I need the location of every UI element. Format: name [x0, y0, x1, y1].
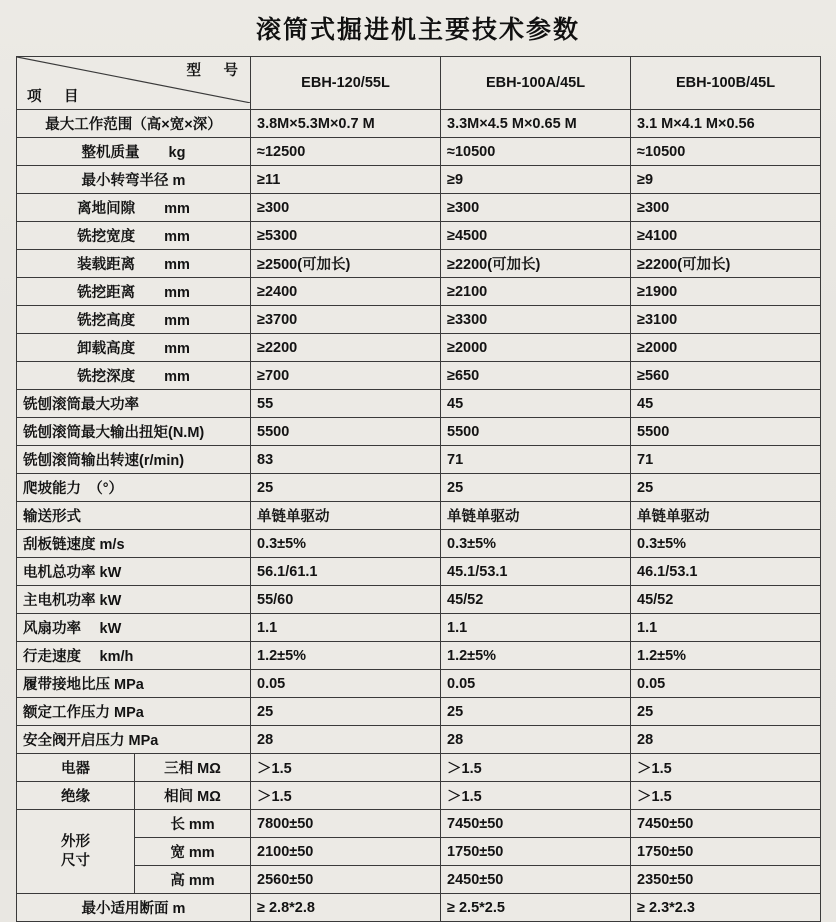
- row-value-2: 71: [441, 446, 631, 474]
- row-value-2: ＞1.5: [441, 782, 631, 810]
- header-corner-cell: [17, 57, 251, 110]
- table-row: [17, 334, 821, 362]
- row-value-2: 45: [441, 390, 631, 418]
- row-value-2: ≥2000: [441, 334, 631, 362]
- row-value-2: ＞1.5: [441, 754, 631, 782]
- row-label: 绝缘: [17, 782, 135, 810]
- row-label: 铣挖高度 mm: [17, 306, 251, 334]
- row-value-1: ≥ 2.8*2.8: [251, 894, 441, 922]
- row-value-2: ≥4500: [441, 222, 631, 250]
- row-value-1: ≥3700: [251, 306, 441, 334]
- table-row: [17, 754, 821, 782]
- table-row: [17, 670, 821, 698]
- row-value-2: 2450±50: [441, 866, 631, 894]
- row-sublabel: 相间 MΩ: [135, 782, 251, 810]
- table-row: [17, 306, 821, 334]
- row-value-3: 1750±50: [631, 838, 821, 866]
- row-value-3: 单链单驱动: [631, 502, 821, 530]
- row-sublabel: 三相 MΩ: [135, 754, 251, 782]
- row-value-3: ≥560: [631, 362, 821, 390]
- table-row: [17, 614, 821, 642]
- row-value-3: 45: [631, 390, 821, 418]
- row-value-3: 1.1: [631, 614, 821, 642]
- row-value-2: 1.2±5%: [441, 642, 631, 670]
- table-body: [17, 110, 821, 922]
- row-label: 铣刨滚筒最大输出扭矩(N.M): [17, 418, 251, 446]
- row-value-2: 25: [441, 698, 631, 726]
- row-value-1: 1.1: [251, 614, 441, 642]
- row-value-1: ≥2400: [251, 278, 441, 306]
- row-value-2: 45/52: [441, 586, 631, 614]
- row-label: 最小转弯半径 m: [17, 166, 251, 194]
- header-model-3: EBH-100B/45L: [631, 57, 821, 110]
- row-label: 铣挖深度 mm: [17, 362, 251, 390]
- row-sublabel: 长 mm: [135, 810, 251, 838]
- row-group-label-line1: 外形: [61, 834, 90, 851]
- row-value-1: ≈12500: [251, 138, 441, 166]
- row-value-2: ≥2200(可加长): [441, 250, 631, 278]
- table-header-row: [17, 57, 821, 110]
- row-value-3: 7450±50: [631, 810, 821, 838]
- row-label: 行走速度 km/h: [17, 642, 251, 670]
- row-value-3: ＞1.5: [631, 782, 821, 810]
- row-value-2: ≥300: [441, 194, 631, 222]
- row-value-1: 7800±50: [251, 810, 441, 838]
- row-value-2: 25: [441, 474, 631, 502]
- row-value-1: ＞1.5: [251, 754, 441, 782]
- table-row: [17, 586, 821, 614]
- table-row: [17, 502, 821, 530]
- table-row: [17, 782, 821, 810]
- row-value-1: 5500: [251, 418, 441, 446]
- row-value-1: 25: [251, 698, 441, 726]
- row-value-1: 2560±50: [251, 866, 441, 894]
- row-value-3: ≥300: [631, 194, 821, 222]
- table-row: [17, 390, 821, 418]
- row-value-2: ≈10500: [441, 138, 631, 166]
- table-row: [17, 698, 821, 726]
- row-value-3: ≥9: [631, 166, 821, 194]
- row-value-1: 55: [251, 390, 441, 418]
- header-model-label: 型 号: [186, 63, 242, 79]
- row-label: 安全阀开启压力 MPa: [17, 726, 251, 754]
- row-value-1: 83: [251, 446, 441, 474]
- row-value-1: 56.1/61.1: [251, 558, 441, 586]
- header-model-2: EBH-100A/45L: [441, 57, 631, 110]
- row-label: 离地间隙 mm: [17, 194, 251, 222]
- row-value-1: 55/60: [251, 586, 441, 614]
- row-value-3: ≥2200(可加长): [631, 250, 821, 278]
- table-row: [17, 166, 821, 194]
- row-value-3: 0.05: [631, 670, 821, 698]
- table-row: [17, 110, 821, 138]
- table-row: [17, 278, 821, 306]
- table-row: [17, 362, 821, 390]
- row-value-2: 1750±50: [441, 838, 631, 866]
- row-label: 电器: [17, 754, 135, 782]
- table-row: [17, 138, 821, 166]
- row-value-1: ≥700: [251, 362, 441, 390]
- row-value-2: 3.3M×4.5 M×0.65 M: [441, 110, 631, 138]
- spec-table-container: [16, 56, 820, 922]
- row-value-1: ≥2500(可加长): [251, 250, 441, 278]
- table-row: [17, 418, 821, 446]
- table-row: [17, 474, 821, 502]
- row-label: 风扇功率 kW: [17, 614, 251, 642]
- row-value-1: 单链单驱动: [251, 502, 441, 530]
- row-value-1: ≥300: [251, 194, 441, 222]
- row-label: 铣刨滚筒输出转速(r/min): [17, 446, 251, 474]
- row-value-1: ≥5300: [251, 222, 441, 250]
- row-label: 装载距离 mm: [17, 250, 251, 278]
- row-sublabel: 宽 mm: [135, 838, 251, 866]
- row-value-2: 单链单驱动: [441, 502, 631, 530]
- row-value-1: 0.05: [251, 670, 441, 698]
- row-value-1: 28: [251, 726, 441, 754]
- row-value-3: 71: [631, 446, 821, 474]
- row-value-3: ≈10500: [631, 138, 821, 166]
- row-value-3: ≥2000: [631, 334, 821, 362]
- table-row: [17, 642, 821, 670]
- row-value-2: ≥ 2.5*2.5: [441, 894, 631, 922]
- row-label: 铣挖距离 mm: [17, 278, 251, 306]
- row-label: 主电机功率 kW: [17, 586, 251, 614]
- row-value-2: 5500: [441, 418, 631, 446]
- row-value-1: 2100±50: [251, 838, 441, 866]
- table-row: [17, 194, 821, 222]
- row-label: 电机总功率 kW: [17, 558, 251, 586]
- row-value-1: 0.3±5%: [251, 530, 441, 558]
- row-group-label: [17, 810, 135, 894]
- table-row: [17, 558, 821, 586]
- table-row: [17, 250, 821, 278]
- row-value-2: 45.1/53.1: [441, 558, 631, 586]
- row-value-3: 1.2±5%: [631, 642, 821, 670]
- row-value-2: ≥9: [441, 166, 631, 194]
- row-value-3: 45/52: [631, 586, 821, 614]
- row-label: 输送形式: [17, 502, 251, 530]
- table-row: [17, 530, 821, 558]
- row-value-3: 5500: [631, 418, 821, 446]
- row-label: 卸载高度 mm: [17, 334, 251, 362]
- row-value-2: 0.3±5%: [441, 530, 631, 558]
- table-row: [17, 866, 821, 894]
- row-value-1: ＞1.5: [251, 782, 441, 810]
- table-row: [17, 810, 821, 838]
- table-row: [17, 726, 821, 754]
- row-value-2: 28: [441, 726, 631, 754]
- table-head: [17, 57, 821, 110]
- row-value-3: 2350±50: [631, 866, 821, 894]
- row-label: 最小适用断面 m: [17, 894, 251, 922]
- row-value-3: ≥4100: [631, 222, 821, 250]
- row-value-2: 0.05: [441, 670, 631, 698]
- row-value-3: ≥1900: [631, 278, 821, 306]
- row-value-3: 28: [631, 726, 821, 754]
- spec-table: [16, 56, 821, 922]
- row-value-1: ≥11: [251, 166, 441, 194]
- row-value-3: 3.1 M×4.1 M×0.56: [631, 110, 821, 138]
- row-value-1: ≥2200: [251, 334, 441, 362]
- row-value-1: 25: [251, 474, 441, 502]
- row-value-3: 46.1/53.1: [631, 558, 821, 586]
- row-value-3: ＞1.5: [631, 754, 821, 782]
- row-label: 铣刨滚筒最大功率: [17, 390, 251, 418]
- row-label: 最大工作范围（高×宽×深）: [17, 110, 251, 138]
- row-value-1: 3.8M×5.3M×0.7 M: [251, 110, 441, 138]
- row-label: 整机质量 kg: [17, 138, 251, 166]
- row-value-3: ≥3100: [631, 306, 821, 334]
- row-value-3: 25: [631, 698, 821, 726]
- table-row: [17, 838, 821, 866]
- row-value-2: ≥2100: [441, 278, 631, 306]
- row-value-2: ≥3300: [441, 306, 631, 334]
- header-model-1: EBH-120/55L: [251, 57, 441, 110]
- row-label: 爬坡能力 （°）: [17, 474, 251, 502]
- header-item-label: 项 目: [27, 89, 83, 105]
- table-row: [17, 222, 821, 250]
- row-value-3: 25: [631, 474, 821, 502]
- row-value-3: 0.3±5%: [631, 530, 821, 558]
- table-row: [17, 894, 821, 922]
- row-label: 刮板链速度 m/s: [17, 530, 251, 558]
- row-value-1: 1.2±5%: [251, 642, 441, 670]
- table-row: [17, 446, 821, 474]
- row-label: 履带接地比压 MPa: [17, 670, 251, 698]
- row-sublabel: 高 mm: [135, 866, 251, 894]
- row-group-label-line2: 尺寸: [61, 852, 90, 869]
- row-value-2: 1.1: [441, 614, 631, 642]
- row-label: 额定工作压力 MPa: [17, 698, 251, 726]
- row-value-2: ≥650: [441, 362, 631, 390]
- row-label: 铣挖宽度 mm: [17, 222, 251, 250]
- row-value-3: ≥ 2.3*2.3: [631, 894, 821, 922]
- page-title: 滚筒式掘进机主要技术参数: [255, 16, 580, 44]
- row-value-2: 7450±50: [441, 810, 631, 838]
